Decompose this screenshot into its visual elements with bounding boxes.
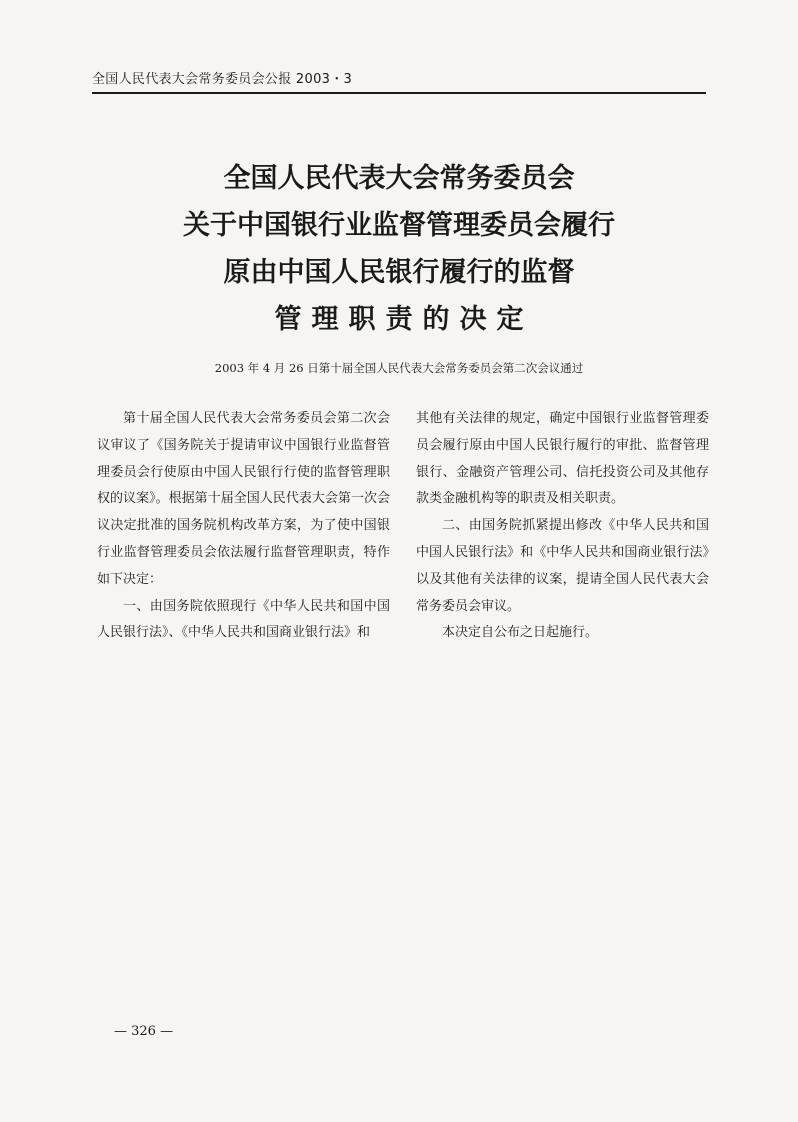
title-line-3: 原由中国人民银行履行的监督 xyxy=(223,257,575,288)
body-column-left xyxy=(97,406,390,647)
paragraph-item-1: 一、由国务院依照现行《中华人民共和国中国人民银行法》、《中华人民共和国商业银行法》和 xyxy=(97,598,390,641)
body-column-right xyxy=(416,406,709,647)
adoption-note: 2003 年 4 月 26 日第十届全国人民代表大会常务委员会第二次会议通过 xyxy=(214,361,584,375)
title-line-4: 管理职责的决定 xyxy=(274,304,534,335)
paragraph-effective-date: 本决定自公布之日起施行。 xyxy=(442,625,599,641)
paragraph-preamble: 第十届全国人民代表大会常务委员会第二次会议审议了《国务院关于提请审议中国银行业监督管理委员会行使原由中国人民银行行使的监督管理职权的议案》。根据第十届全国人民代表大会第一次会议决定批准的国务院机构改革方案，为了使中国银行业监督管理委员会依法履行监督管理职责，特作如下决定： xyxy=(97,411,390,587)
paragraph-item-2: 二、由国务院抓紧提出修改《中华人民共和国中国人民银行法》和《中华人民共和国商业银行法》以及其他有关法律的议案，提请全国人民代表大会常务委员会审议。 xyxy=(416,518,709,614)
title-line-1: 全国人民代表大会常务委员会 xyxy=(223,163,575,194)
page-number: — 326 — xyxy=(114,1024,174,1039)
paragraph-item-1-continued: 其他有关法律的规定，确定中国银行业监督管理委员会履行原由中国人民银行履行的审批、监督管理银行、金融资产管理公司、信托投资公司及其他存款类金融机构等的职责及相关职责。 xyxy=(416,411,709,507)
running-header: 全国人民代表大会常务委员会公报 2003・3 xyxy=(92,72,353,87)
title-line-2: 关于中国银行业监督管理委员会履行 xyxy=(183,210,615,241)
document-title xyxy=(92,155,706,343)
header-divider xyxy=(92,92,706,94)
